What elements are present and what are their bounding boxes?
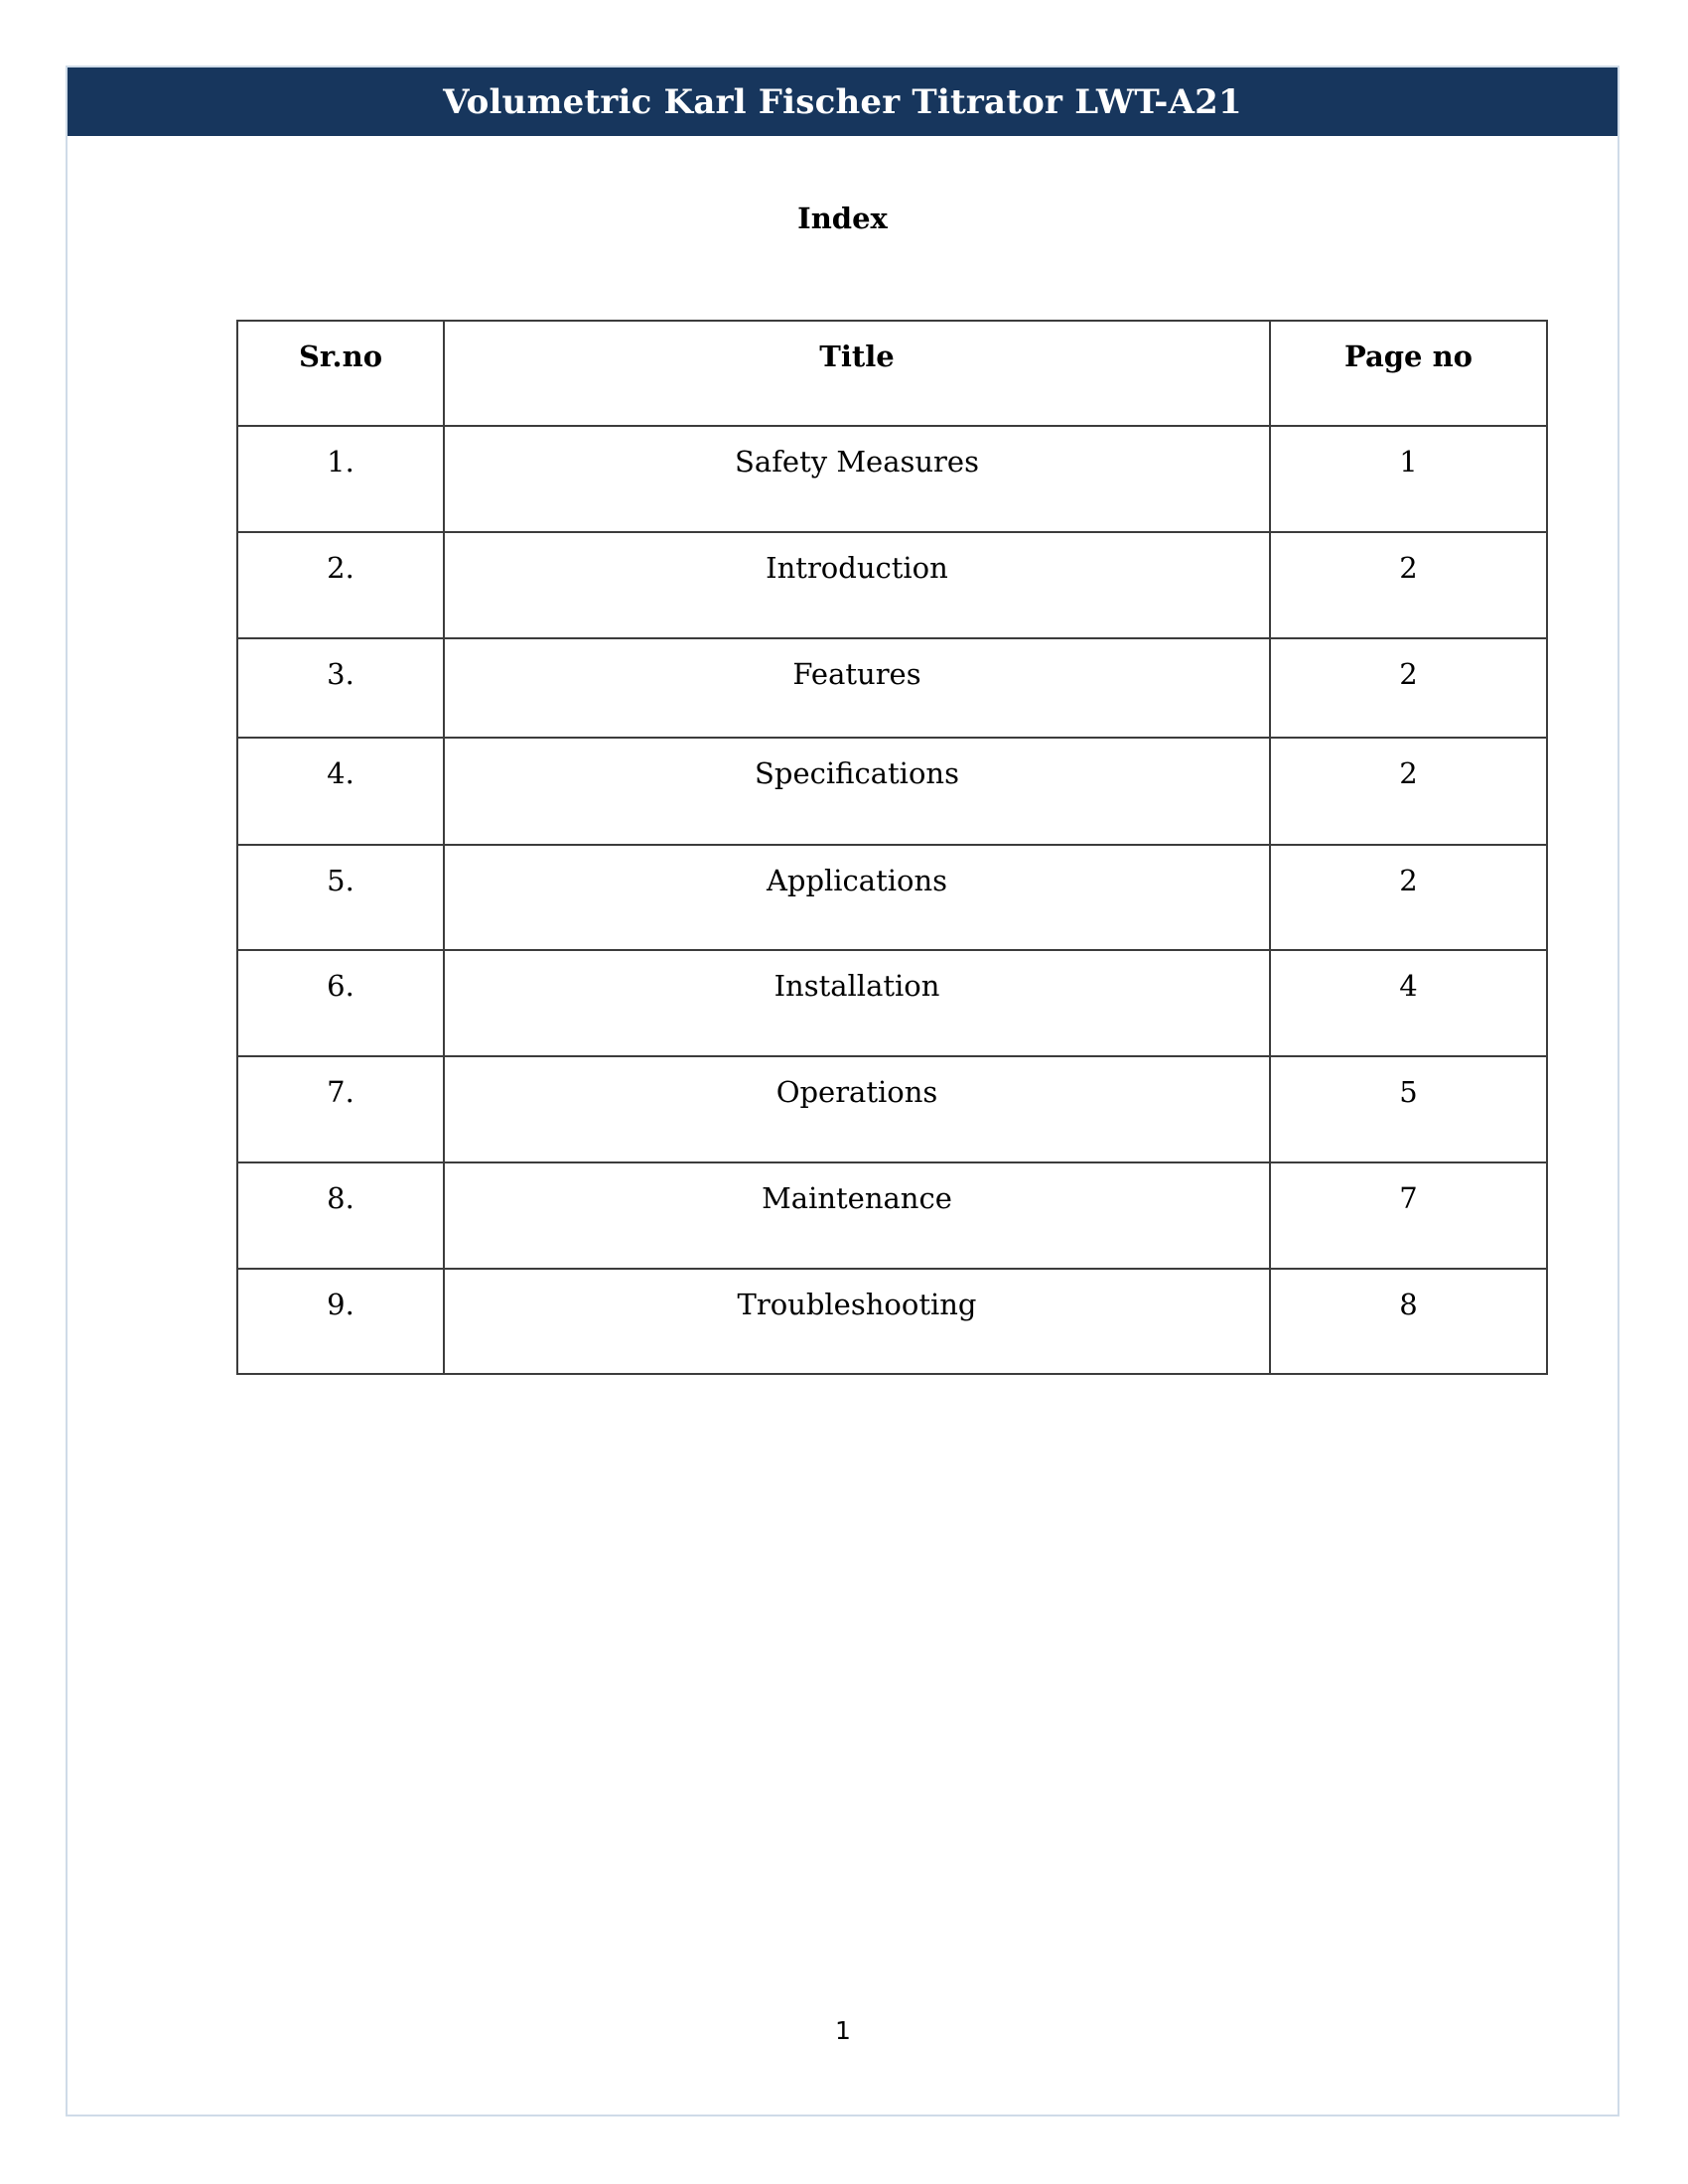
table-row xyxy=(237,532,1547,638)
srno-cell: 8. xyxy=(237,1162,444,1269)
title-cell: Safety Measures xyxy=(444,426,1270,532)
page-cell: 2 xyxy=(1270,738,1547,845)
table-row xyxy=(237,426,1547,532)
srno-cell: 5. xyxy=(237,845,444,950)
table-row xyxy=(237,1056,1547,1162)
srno-cell: 9. xyxy=(237,1269,444,1374)
page-cell: 2 xyxy=(1270,845,1547,950)
srno-cell: 6. xyxy=(237,950,444,1056)
document-title: Volumetric Karl Fischer Titrator LWT-A21 xyxy=(443,81,1242,122)
table-header-row xyxy=(237,321,1547,426)
page-cell: 1 xyxy=(1270,426,1547,532)
document-header-bar xyxy=(68,68,1618,136)
column-header-title: Title xyxy=(444,321,1270,426)
page-cell: 2 xyxy=(1270,638,1547,738)
page-number: 1 xyxy=(835,2016,851,2045)
page-cell: 7 xyxy=(1270,1162,1547,1269)
table-row xyxy=(237,845,1547,950)
srno-cell: 4. xyxy=(237,738,444,845)
page-cell: 2 xyxy=(1270,532,1547,638)
title-cell: Specifications xyxy=(444,738,1270,845)
page-footer xyxy=(0,2015,1688,2047)
title-cell: Features xyxy=(444,638,1270,738)
table-row xyxy=(237,950,1547,1056)
page-cell: 5 xyxy=(1270,1056,1547,1162)
srno-cell: 3. xyxy=(237,638,444,738)
title-cell: Maintenance xyxy=(444,1162,1270,1269)
srno-cell: 1. xyxy=(237,426,444,532)
page-cell: 4 xyxy=(1270,950,1547,1056)
table-row xyxy=(237,638,1547,738)
column-header-srno: Sr.no xyxy=(237,321,444,426)
table-row xyxy=(237,738,1547,845)
title-cell: Operations xyxy=(444,1056,1270,1162)
srno-cell: 2. xyxy=(237,532,444,638)
index-heading-text: Index xyxy=(797,202,888,235)
page-cell: 8 xyxy=(1270,1269,1547,1374)
title-cell: Introduction xyxy=(444,532,1270,638)
title-cell: Installation xyxy=(444,950,1270,1056)
table-row xyxy=(237,1162,1547,1269)
srno-cell: 7. xyxy=(237,1056,444,1162)
column-header-page: Page no xyxy=(1270,321,1547,426)
section-heading xyxy=(0,199,1688,238)
title-cell: Applications xyxy=(444,845,1270,950)
title-cell: Troubleshooting xyxy=(444,1269,1270,1374)
table-row xyxy=(237,1269,1547,1374)
index-table xyxy=(236,320,1548,1375)
